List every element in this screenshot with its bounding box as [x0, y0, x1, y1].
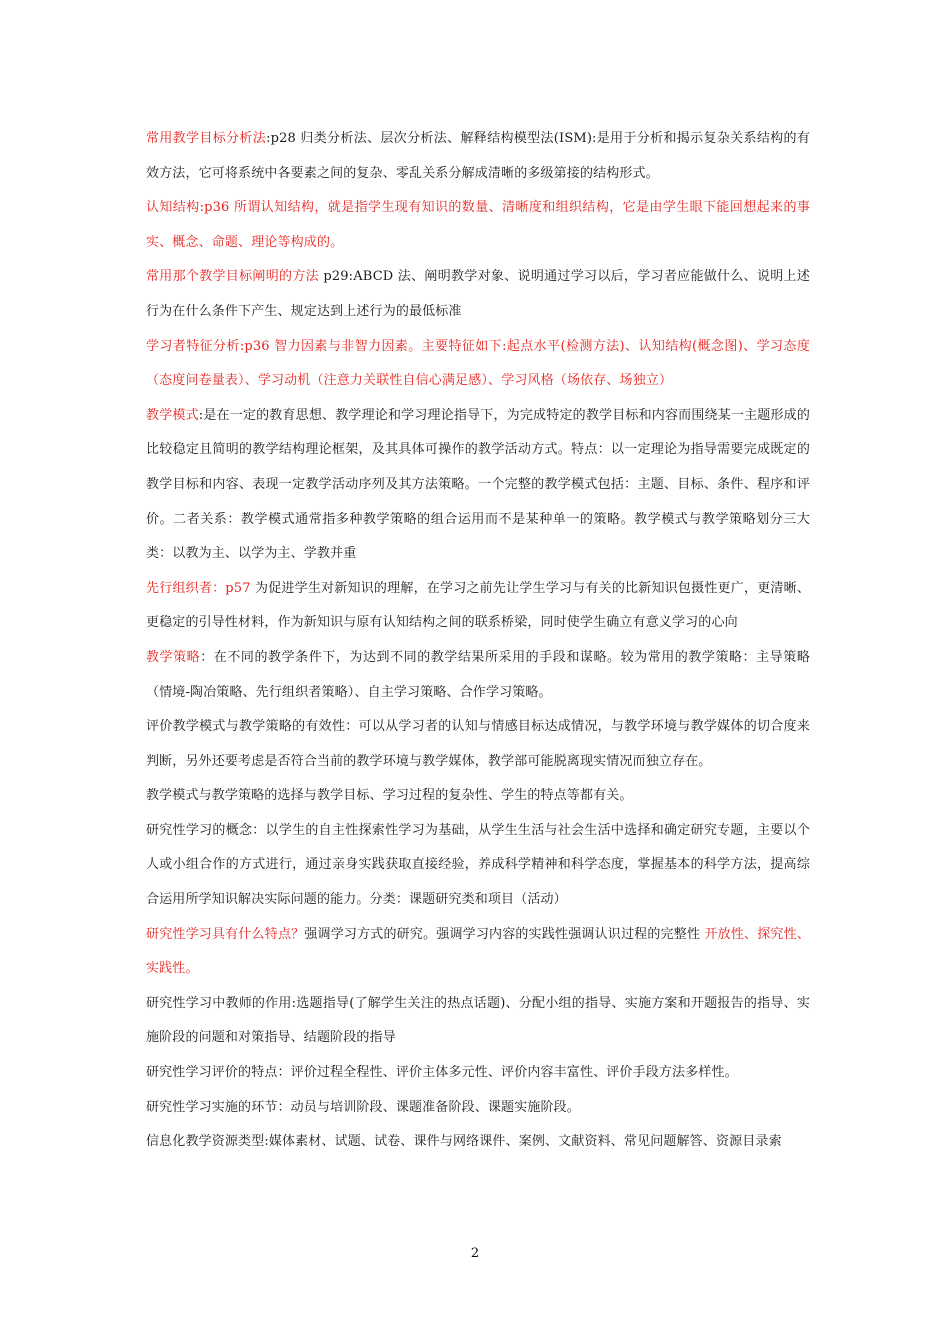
body-teacher-role: 研究性学习中教师的作用:选题指导(了解学生关注的热点话题)、分配小组的指导、实施方案和开题报告的指导、实施阶段的问题和对策指导、结题阶段的指导 — [146, 995, 810, 1046]
page-number: 2 — [470, 1246, 480, 1261]
body-selection-factors: 教学模式与教学策略的选择与教学目标、学习过程的复杂性、学生的特点等都有关。 — [146, 788, 633, 804]
paragraph-implementation-stages — [146, 1091, 810, 1126]
body-cognitive-structure: :p36 所谓认知结构，就是指学生现有知识的数量、清晰度和组织结构，它是由学生眼下能回想起来的事实、概念、命题、理论等构成的。 — [146, 200, 810, 250]
paragraph-evaluation-features — [146, 1056, 810, 1091]
paragraph-advance-organizer — [146, 572, 810, 641]
paragraph-selection-factors — [146, 779, 810, 814]
body-evaluation-features: 研究性学习评价的特点：评价过程全程性、评价主体多元性、评价内容丰富性、评价手段方法多样性。 — [146, 1065, 738, 1081]
paragraph-goal-analysis-methods — [146, 122, 810, 191]
page-content — [146, 122, 810, 1160]
tail-research-learning-features: 开放性、探究性、实践性。 — [146, 926, 810, 977]
body-teaching-model: :是在一定的教育思想、教学理论和学习理论指导下，为完成特定的教学目标和内容而围绕某一主题形成的比较稳定且简明的教学结构理论框架，及其具体可操作的教学活动方式。特点：以一定理论为指导需要完成既定的教学目标和内容、表现一定教学活动序列及其方法策略。一个完整的教学模式包括：主题、目标、条件、程序和评价。二者关系：教学模式通常指多种教学策略的组合运用而不是某种单一的策略。教学模式与教学策略划分三大类：以教为主、以学为主、学教并重 — [146, 407, 810, 562]
term-goal-analysis-methods: 常用教学目标分析法 — [146, 131, 267, 146]
term-teaching-strategy: 教学策略 — [146, 649, 201, 665]
paragraph-evaluation-effectiveness — [146, 710, 810, 779]
body-goal-statement-methods: p29:ABCD 法、阐明教学对象、说明通过学习以后，学习者应能做什么、说明上述行为在什么条件下产生、规定达到上述行为的最低标准 — [146, 269, 811, 319]
paragraph-teaching-strategy — [146, 641, 810, 710]
paragraph-learner-analysis — [146, 330, 810, 399]
term-cognitive-structure: 认知结构 — [146, 200, 200, 216]
body-learner-analysis: :p36 智力因素与非智力因素。主要特征如下:起点水平(检测方法)、认知结构(概念图)、学习态度（态度问卷量表）、学习动机（注意力关联性自信心满足感）、学习风格（场依存、场独立） — [146, 338, 810, 389]
term-research-learning-features: 研究性学习具有什么特点？ — [146, 926, 305, 942]
body-resource-types: 信息化教学资源类型:媒体素材、试题、试卷、课件与网络课件、案例、文献资料、常见问题解答、资源目录索 — [146, 1134, 782, 1150]
paragraph-goal-statement-methods — [146, 260, 810, 329]
body-research-learning-concept: 研究性学习的概念：以学生的自主性探索性学习为基础，从学生生活与社会生活中选择和确定研究专题，主要以个人或小组合作的方式进行，通过亲身实践获取直接经验，养成科学精神和科学态度，掌握基本的科学方法，提高综合运用所学知识解决实际问题的能力。分类：课题研究类和项目（活动） — [146, 822, 810, 908]
paragraph-research-learning-concept — [146, 814, 810, 918]
body-research-learning-features: 强调学习方式的研究。强调学习内容的实践性强调认识过程的完整性 — [304, 926, 705, 942]
paragraph-research-learning-features — [146, 918, 810, 987]
term-advance-organizer: 先行组织者：p57 — [146, 580, 251, 596]
term-goal-statement-methods: 常用那个教学目标阐明的方法 — [146, 269, 319, 285]
body-goal-analysis-methods: :p28 归类分析法、层次分析法、解释结构模型法(ISM):是用于分析和揭示复杂关系结构的有效方法，它可将系统中各要素之间的复杂、零乱关系分解成清晰的多级第接的结构形式。 — [146, 131, 811, 181]
paragraph-teaching-model — [146, 399, 810, 572]
paragraph-cognitive-structure — [146, 191, 810, 260]
body-evaluation-effectiveness: 评价教学模式与教学策略的有效性：可以从学习者的认知与情感目标达成情况，与教学环境与教学媒体的切合度来判断，另外还要考虑是否符合当前的教学环境与教学媒体，教学部可能脱离现实情况而独立存在。 — [146, 719, 810, 769]
body-teaching-strategy: ：在不同的教学条件下，为达到不同的教学结果所采用的手段和谋略。较为常用的教学策略：主导策略（情境-陶冶策略、先行组织者策略）、自主学习策略、合作学习策略。 — [146, 649, 810, 700]
body-advance-organizer: 为促进学生对新知识的理解，在学习之前先让学生学习与有关的比新知识包摄性更广，更清晰、更稳定的引导性材料，作为新知识与原有认知结构之间的联系桥梁，同时使学生确立有意义学习的心向 — [146, 580, 810, 631]
term-learner-analysis: 学习者特征分析 — [146, 338, 240, 354]
term-teaching-model: 教学模式 — [146, 407, 199, 423]
paragraph-resource-types — [146, 1125, 810, 1160]
paragraph-teacher-role — [146, 987, 810, 1056]
body-implementation-stages: 研究性学习实施的环节：动员与培训阶段、课题准备阶段、课题实施阶段。 — [146, 1099, 580, 1115]
